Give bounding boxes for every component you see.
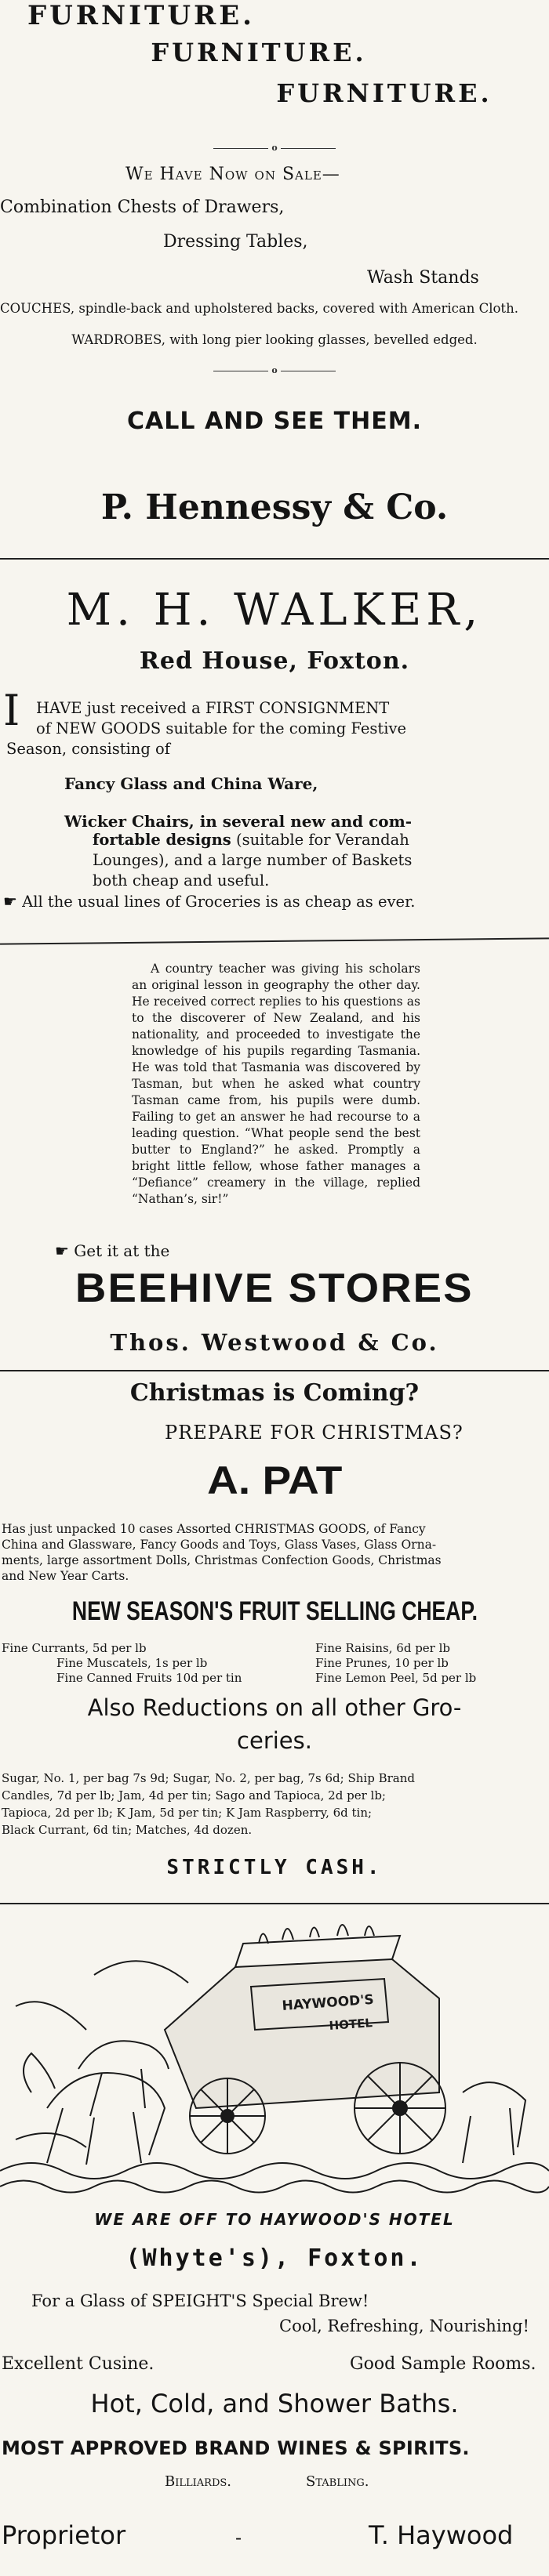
prepare-christmas: PREPARE FOR CHRISTMAS? xyxy=(165,1422,464,1444)
furniture-item-chests: Combination Chests of Drawers, xyxy=(0,197,285,217)
sugar-2: Candles, 7d per lb; Jam, 4d per tin; Sago and Tapioca, 2d per lb; xyxy=(2,1788,386,1802)
fruit-item: Fine Currants, 5d per lb xyxy=(2,1641,147,1655)
call-and-see-them: CALL AND SEE THEM. xyxy=(127,408,422,435)
ornament-divider: o xyxy=(0,143,549,153)
fruit-item: Fine Canned Fruits 10d per tin xyxy=(56,1671,242,1685)
unpacked-4: and New Year Carts. xyxy=(2,1569,129,1583)
wines-text: MOST APPROVED BRAND WINES & SPIRITS. xyxy=(2,2437,470,2459)
walker-intro-2: of NEW GOODS suitable for the coming Festive xyxy=(36,719,407,737)
fruit-left-list xyxy=(2,1641,242,1686)
beehive-firm: Thos. Westwood & Co. xyxy=(110,1329,439,1356)
section-rule xyxy=(0,937,549,944)
sugar-1: Sugar, No. 1, per bag 7s 9d; Sugar, No. 2, per bag, 7s 6d; Ship Brand xyxy=(2,1771,415,1785)
pointing-hand-icon: ☛ xyxy=(55,1241,69,1260)
strictly-cash: STRICTLY CASH. xyxy=(166,1856,383,1879)
christmas-coming: Christmas is Coming? xyxy=(129,1379,420,1407)
reductions-1: Also Reductions on all other Gro- xyxy=(87,1694,462,1721)
unpacked-3: ments, large assortment Dolls, Christmas Confection Goods, Christmas xyxy=(2,1553,442,1567)
on-sale-text: We Have Now on Sale— xyxy=(125,165,340,184)
beehive-name: BEEHIVE STORES xyxy=(75,1266,474,1311)
stagecoach-illustration xyxy=(0,1912,549,2210)
furniture-heading-2: FURNITURE. xyxy=(151,38,367,67)
wardrobes-text: WARDROBES, with long pier looking glasses, bevelled edged. xyxy=(71,332,478,347)
sugar-4: Black Currant, 6d tin; Matches, 4d dozen. xyxy=(2,1823,253,1837)
dash-separator: - xyxy=(235,2527,242,2549)
walker-intro-1: HAVE just received a FIRST CONSIGNMENT xyxy=(36,699,390,717)
furniture-heading-3: FURNITURE. xyxy=(276,78,493,108)
furniture-heading-1: FURNITURE. xyxy=(27,0,255,31)
sugar-3: Tapioca, 2d per lb; K Jam, 5d per tin; K Jam Raspberry, 6d tin; xyxy=(2,1806,373,1820)
walker-name: M. H. WALKER, xyxy=(66,585,483,636)
coach-sign: HAYWOOD'S xyxy=(281,1991,375,2014)
fruit-item: Fine Muscatels, 1s per lb xyxy=(56,1656,208,1670)
cuisine-text: Excellent Cusine. xyxy=(2,2354,155,2374)
walker-groceries: ☛ All the usual lines of Groceries is as cheap as ever. xyxy=(3,892,416,911)
furniture-item-dressing: Dressing Tables, xyxy=(163,232,308,252)
unpacked-1: Has just unpacked 10 cases Assorted CHRISTMAS GOODS, of Fancy xyxy=(2,1522,426,1536)
walker-glass: Fancy Glass and China Ware, xyxy=(64,774,318,793)
story-paragraph: A country teacher was giving his scholars an original lesson in geography the other day. He received correct replies to his questions as to the discoverer of New Zealand, and his nationality, and proceeded to investigate the knowledge of his pupils regarding Tasmania. He was told that Tasmania was discovered by Tasman, but when he asked what country Tasman came from, his pupils were dumb. Failing to get an answer he had recourse to a leading question. “What people send the best butter to England?” he asked. Promptly a bright little fellow, whose father manages a “Defiance” creamery in the village, replied “Nathan’s, sir!” xyxy=(132,962,420,1206)
walker-wicker-1: Wicker Chairs, in several new and com- xyxy=(64,812,413,831)
butter-story xyxy=(132,961,420,1208)
fruit-item: Fine Prunes, 10 per lb xyxy=(315,1656,449,1670)
walker-wicker-3: Lounges), and a large number of Baskets xyxy=(93,851,413,869)
coach-caption: WE ARE OFF TO HAYWOOD'S HOTEL xyxy=(94,2210,455,2229)
fruit-item: Fine Raisins, 6d per lb xyxy=(315,1641,451,1655)
walker-address: Red House, Foxton. xyxy=(139,647,410,675)
section-rule xyxy=(0,558,549,560)
speights-line: For a Glass of SPEIGHT'S Special Brew! xyxy=(31,2292,369,2310)
ornament-divider: o xyxy=(0,365,549,375)
proprietor-name: T. Haywood xyxy=(369,2520,514,2550)
section-rule xyxy=(0,1370,549,1371)
firm-hennessy: P. Hennessy & Co. xyxy=(100,487,449,527)
walker-wicker-4: both cheap and useful. xyxy=(93,871,270,889)
couches-text: COUCHES, spindle-back and upholstered backs, covered with American Cloth. xyxy=(0,301,518,316)
unpacked-2: China and Glassware, Fancy Goods and Toys, Glass Vases, Glass Orna- xyxy=(2,1538,437,1552)
cool-line: Cool, Refreshing, Nourishing! xyxy=(279,2317,529,2335)
walker-intro-3: Season, consisting of xyxy=(6,740,170,758)
fruit-right-list xyxy=(315,1641,476,1686)
coach-sign-2: HOTEL xyxy=(329,2016,373,2033)
hotel-name: (Whyte's), Foxton. xyxy=(125,2244,424,2272)
pat-name: A. PAT xyxy=(206,1458,343,1502)
fruit-heading: NEW SEASON'S FRUIT SELLING CHEAP. xyxy=(71,1596,478,1626)
section-rule xyxy=(0,1903,549,1904)
walker-dropcap: I xyxy=(3,686,20,735)
rooms-text: Good Sample Rooms. xyxy=(350,2354,536,2374)
furniture-item-wash: Wash Stands xyxy=(367,268,479,288)
get-it-line: ☛ Get it at the xyxy=(55,1241,170,1260)
billiards-text: Billiards. xyxy=(165,2473,231,2490)
fruit-item: Fine Lemon Peel, 5d per lb xyxy=(315,1671,477,1685)
pointing-hand-icon: ☛ xyxy=(3,892,17,911)
baths-text: Hot, Cold, and Shower Baths. xyxy=(90,2389,459,2418)
proprietor-label: Proprietor xyxy=(2,2520,126,2550)
reductions-2: ceries. xyxy=(237,1727,312,1754)
stabling-text: Stabling. xyxy=(306,2473,369,2490)
walker-wicker-2: fortable designs (suitable for Verandah xyxy=(93,831,409,849)
